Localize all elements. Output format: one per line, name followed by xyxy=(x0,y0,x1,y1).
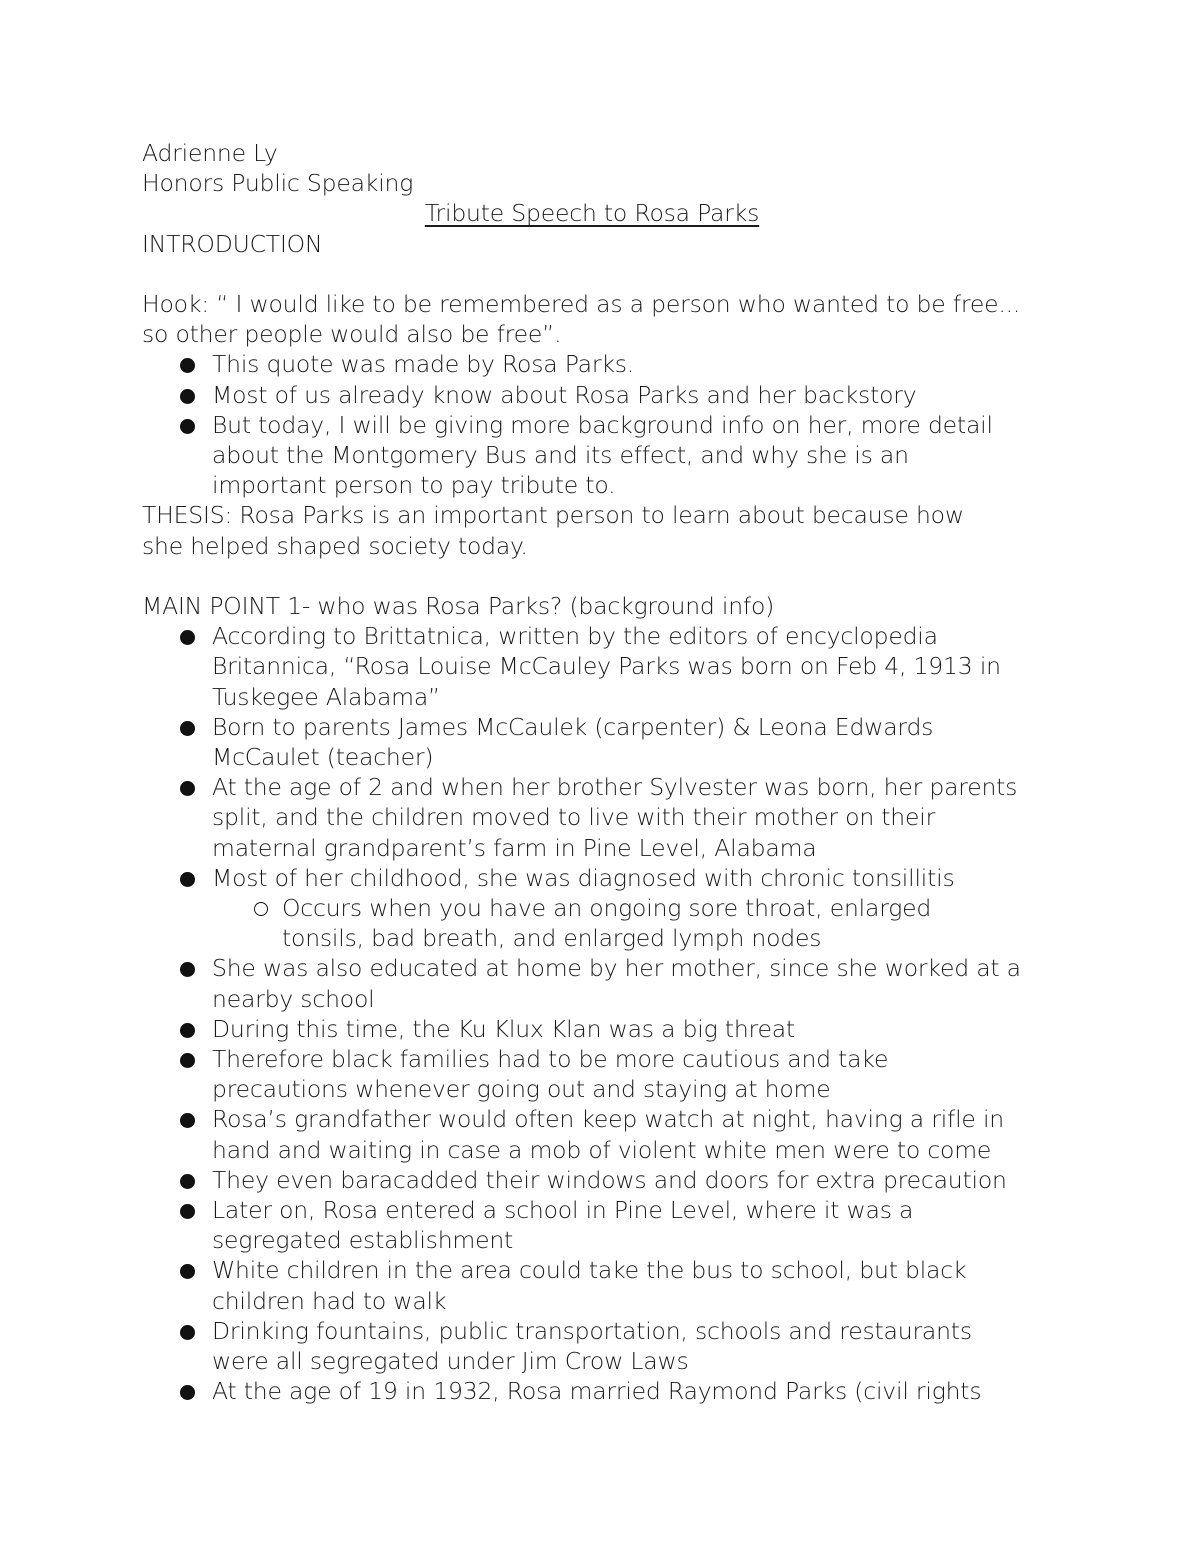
list-item xyxy=(142,712,1062,772)
list-item-text: Later on, Rosa entered a school in Pine Level, where it was a xyxy=(212,1196,914,1225)
list-item xyxy=(142,349,1062,379)
hook-line: so other people would also be free”. xyxy=(142,320,562,349)
bullet-dot-icon xyxy=(180,962,195,977)
list-item-text: important person to pay tribute to. xyxy=(212,471,616,500)
document-body xyxy=(142,138,1062,1407)
list-item xyxy=(142,1165,1062,1195)
list-item xyxy=(142,1195,1062,1255)
bullet-dot-icon xyxy=(180,872,195,887)
bullet-dot-icon xyxy=(180,1053,195,1068)
list-item-text: McCaulet (teacher) xyxy=(212,743,434,772)
bullet-dot-icon xyxy=(180,1264,195,1279)
list-item-text: were all segregated under Jim Crow Laws xyxy=(212,1347,689,1376)
introduction-heading: INTRODUCTION xyxy=(142,229,323,258)
document-title: Tribute Speech to Rosa Parks xyxy=(424,199,760,228)
list-item-text: According to Brittatnica, written by the editors of encyclopedia xyxy=(212,622,938,651)
list-item xyxy=(142,380,1062,410)
list-item-text: White children in the area could take the bus to school, but black xyxy=(212,1256,967,1285)
sub-bullets xyxy=(212,893,1062,953)
list-item-text: They even baracadded their windows and doors for extra precaution xyxy=(212,1165,1007,1194)
list-item-text: maternal grandparent’s farm in Pine Level, Alabama xyxy=(212,833,817,862)
list-item-text: split, and the children moved to live with their mother on their xyxy=(212,803,936,832)
introduction-bullets xyxy=(142,349,1062,500)
spacer xyxy=(142,259,1062,289)
list-item xyxy=(142,410,1062,501)
bullet-dot-icon xyxy=(180,419,195,434)
thesis-line: she helped shaped society today. xyxy=(142,531,528,560)
list-item-text: Most of us already know about Rosa Parks and her backstory xyxy=(212,380,917,409)
list-item-text: Tuskegee Alabama” xyxy=(212,682,441,711)
bullet-dot-icon xyxy=(180,1023,195,1038)
bullet-dot-icon xyxy=(180,781,195,796)
list-item xyxy=(142,953,1062,1013)
list-item-text: At the age of 2 and when her brother Sylvester was born, her parents xyxy=(212,773,1018,802)
sub-list-item-text: tonsils, bad breath, and enlarged lymph nodes xyxy=(282,924,822,953)
course-name: Honors Public Speaking xyxy=(142,169,414,198)
bullet-dot-icon xyxy=(180,1325,195,1340)
list-item xyxy=(142,772,1062,863)
list-item xyxy=(142,1104,1062,1164)
list-item xyxy=(142,863,1062,954)
list-item-text: At the age of 19 in 1932, Rosa married Raymond Parks (civil rights xyxy=(212,1377,982,1406)
list-item-text: Therefore black families had to be more cautious and take xyxy=(212,1045,889,1074)
list-item xyxy=(142,1014,1062,1044)
list-item-text: nearby school xyxy=(212,984,375,1013)
list-item-text: Most of her childhood, she was diagnosed with chronic tonsillitis xyxy=(212,863,955,892)
bullet-dot-icon xyxy=(180,1174,195,1189)
list-item-text: precautions whenever going out and staying at home xyxy=(212,1075,831,1104)
main-point-1-heading: MAIN POINT 1- who was Rosa Parks? (background info) xyxy=(142,592,775,621)
bullet-dot-icon xyxy=(180,389,195,404)
list-item-text: Rosa’s grandfather would often keep watch at night, having a rifle in xyxy=(212,1105,1004,1134)
list-item-text: Born to parents James McCaulek (carpenter) & Leona Edwards xyxy=(212,712,934,741)
sub-list-item xyxy=(212,893,1062,953)
list-item-text: segregated establishment xyxy=(212,1226,514,1255)
main-point-1-bullets xyxy=(142,621,1062,1406)
list-item xyxy=(142,621,1062,712)
hook-line: Hook: “ I would like to be remembered as a person who wanted to be free... xyxy=(142,290,1021,318)
list-item-text: During this time, the Ku Klux Klan was a big threat xyxy=(212,1014,795,1043)
list-item xyxy=(142,1376,1062,1406)
list-item-text: Britannica, “Rosa Louise McCauley Parks was born on Feb 4, 1913 in xyxy=(212,652,1001,681)
list-item-text: Drinking fountains, public transportation, schools and restaurants xyxy=(212,1316,972,1345)
list-item-text: about the Montgomery Bus and its effect, and why she is an xyxy=(212,441,909,470)
list-item xyxy=(142,1044,1062,1104)
list-item-text: But today, I will be giving more background info on her, more detail xyxy=(212,410,993,439)
list-item xyxy=(142,1316,1062,1376)
bullet-dot-icon xyxy=(180,1113,195,1128)
list-item-text: This quote was made by Rosa Parks. xyxy=(212,350,635,379)
list-item-text: children had to walk xyxy=(212,1286,447,1315)
bullet-dot-icon xyxy=(180,630,195,645)
bullet-dot-icon xyxy=(180,358,195,373)
sub-list-item-text: Occurs when you have an ongoing sore throat, enlarged xyxy=(282,894,932,923)
bullet-dot-icon xyxy=(180,1385,195,1400)
thesis-line: THESIS: Rosa Parks is an important person to learn about because how xyxy=(142,501,964,530)
spacer xyxy=(142,561,1062,591)
list-item-text: She was also educated at home by her mother, since she worked at a xyxy=(212,954,1021,983)
bullet-dot-icon xyxy=(180,1204,195,1219)
author-name: Adrienne Ly xyxy=(142,139,278,167)
bullet-circle-icon xyxy=(254,902,268,916)
bullet-dot-icon xyxy=(180,721,195,736)
list-item-text: hand and waiting in case a mob of violent white men were to come xyxy=(212,1135,992,1164)
list-item xyxy=(142,1255,1062,1315)
